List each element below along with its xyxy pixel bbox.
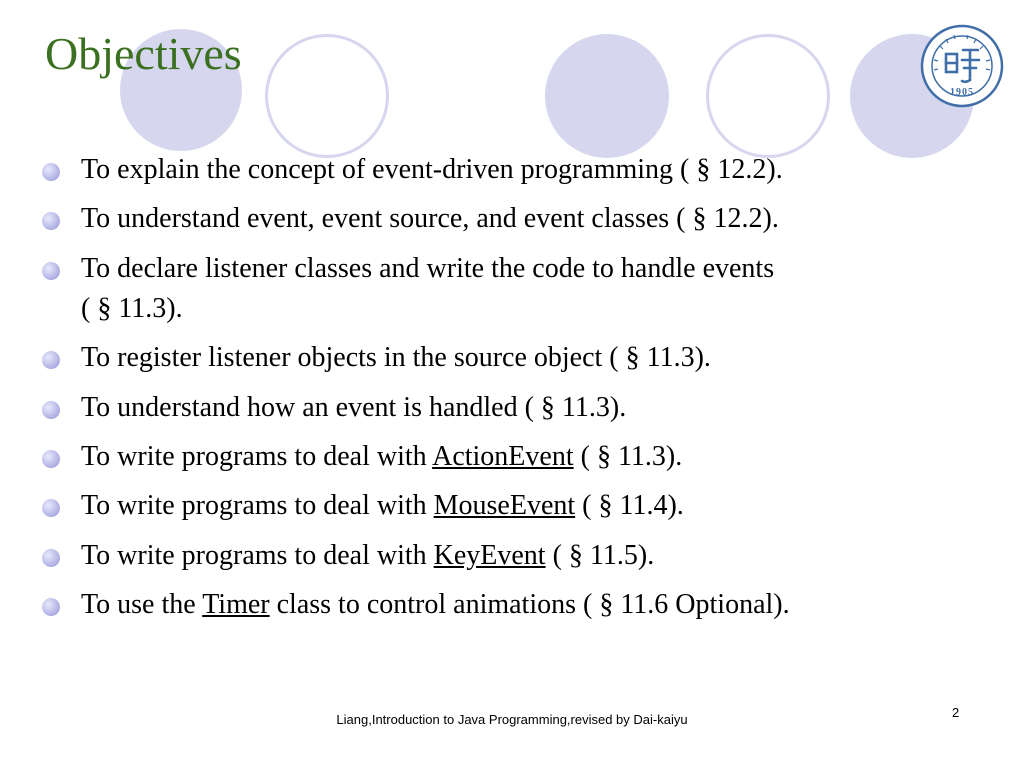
keyword-link: Timer <box>202 589 270 621</box>
objective-item: To understand event, event source, and event classes ( § 12.2). <box>40 199 1000 239</box>
page-number: 2 <box>952 705 960 720</box>
bullet-icon <box>42 598 60 616</box>
bullet-icon <box>42 450 60 468</box>
keyword-link: ActionEvent <box>432 440 574 472</box>
slide-footer: Liang,Introduction to Java Programming,revised by Dai-kaiyu <box>336 712 688 727</box>
objective-item: To declare listener classes and write the code to handle events ( § 11.3). <box>40 249 1000 329</box>
objective-item: To understand how an event is handled ( § 11.3). <box>40 388 1000 428</box>
decor-ring <box>265 34 389 158</box>
bullet-icon <box>42 262 60 280</box>
keyword-link: MouseEvent <box>433 490 576 522</box>
slide-title: Objectives <box>45 28 242 79</box>
bullet-icon <box>42 212 60 230</box>
bullet-icon <box>42 499 60 517</box>
decor-ring <box>706 34 830 158</box>
objective-item: To register listener objects in the source object ( § 11.3). <box>40 338 1000 378</box>
svg-text:1905: 1905 <box>950 87 974 98</box>
objectives-list <box>40 150 1000 635</box>
objective-item: To use the Timer class to control animations ( § 11.6 Optional). <box>40 585 1000 625</box>
bullet-icon <box>42 351 60 369</box>
keyword-link: KeyEvent <box>433 539 546 571</box>
objective-item: To explain the concept of event-driven programming ( § 12.2). <box>40 150 1000 190</box>
objective-item: To write programs to deal with KeyEvent ( § 11.5). <box>40 536 1000 576</box>
bullet-icon <box>42 401 60 419</box>
objective-item: To write programs to deal with MouseEvent ( § 11.4). <box>40 486 1000 526</box>
objective-item: To write programs to deal with ActionEvent ( § 11.3). <box>40 437 1000 477</box>
university-seal-icon <box>920 24 1004 108</box>
decor-circle <box>545 34 669 158</box>
bullet-icon <box>42 163 60 181</box>
bullet-icon <box>42 549 60 567</box>
